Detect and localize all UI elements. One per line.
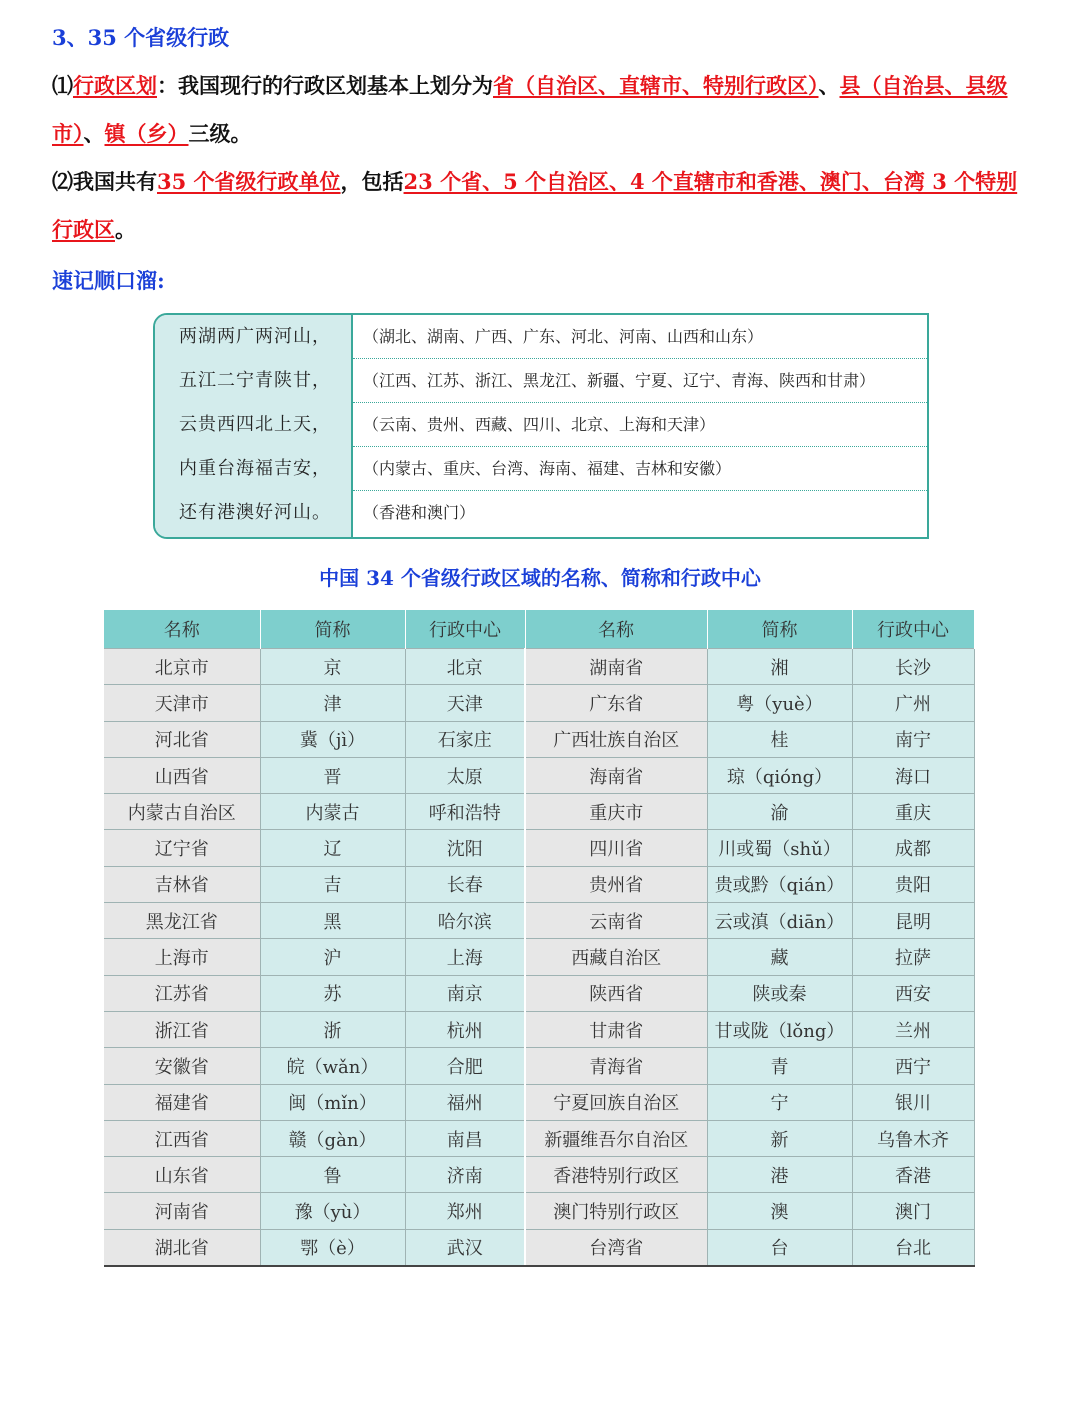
province-abbr: 豫（yù） — [260, 1193, 405, 1229]
province-capital: 天津 — [405, 685, 525, 721]
province-abbr: 澳 — [707, 1193, 852, 1229]
province-abbr: 云或滇（diān） — [707, 903, 852, 939]
province-name: 河北省 — [104, 721, 260, 757]
province-capital: 银川 — [852, 1084, 974, 1120]
province-abbr: 辽 — [260, 830, 405, 866]
province-abbr: 桂 — [707, 721, 852, 757]
province-name: 河南省 — [104, 1193, 260, 1229]
header-abbr: 简称 — [260, 610, 405, 649]
table-row — [104, 866, 974, 902]
province-capital: 贵阳 — [852, 866, 974, 902]
province-abbr: 黑 — [260, 903, 405, 939]
province-name: 澳门特别行政区 — [525, 1193, 707, 1229]
province-capital: 济南 — [405, 1157, 525, 1193]
mnemonic-verse: 两湖两广两河山， — [179, 326, 331, 347]
province-capital: 台北 — [852, 1229, 974, 1266]
table-row — [104, 721, 974, 757]
province-capital: 哈尔滨 — [405, 903, 525, 939]
mnemonic-explain: （云南、贵州、西藏、四川、北京、上海和天津） — [353, 403, 927, 447]
province-abbr: 赣（gàn） — [260, 1120, 405, 1156]
count-units: 35 个省级行政单位 — [157, 169, 341, 194]
province-name: 广东省 — [525, 685, 707, 721]
province-name: 广西壮族自治区 — [525, 721, 707, 757]
table-row — [104, 1229, 974, 1266]
table-row — [104, 1048, 974, 1084]
province-name: 辽宁省 — [104, 830, 260, 866]
header-capital: 行政中心 — [852, 610, 974, 649]
para2-text: ，包括 — [340, 169, 404, 194]
header-capital: 行政中心 — [405, 610, 525, 649]
province-abbr: 晋 — [260, 757, 405, 793]
province-capital: 福州 — [405, 1084, 525, 1120]
province-abbr: 鲁 — [260, 1157, 405, 1193]
province-capital: 澳门 — [852, 1193, 974, 1229]
province-abbr: 川或蜀（shǔ） — [707, 830, 852, 866]
province-name: 湖南省 — [525, 649, 707, 685]
province-abbr: 渝 — [707, 794, 852, 830]
province-name: 重庆市 — [525, 794, 707, 830]
table-row — [104, 757, 974, 793]
province-name: 山东省 — [104, 1157, 260, 1193]
province-name: 浙江省 — [104, 1011, 260, 1047]
para1-text: ：我国现行的行政区划基本上划分为 — [157, 73, 493, 98]
province-name: 青海省 — [525, 1048, 707, 1084]
province-capital: 沈阳 — [405, 830, 525, 866]
province-name: 台湾省 — [525, 1229, 707, 1266]
para2-prefix: ⑵我国共有 — [52, 169, 157, 194]
province-capital: 香港 — [852, 1157, 974, 1193]
paragraph-count — [52, 158, 1037, 254]
province-table — [104, 610, 975, 1267]
province-abbr: 皖（wǎn） — [260, 1048, 405, 1084]
province-name: 云南省 — [525, 903, 707, 939]
separator: 、 — [83, 121, 105, 146]
province-capital: 南宁 — [852, 721, 974, 757]
province-name: 黑龙江省 — [104, 903, 260, 939]
province-capital: 北京 — [405, 649, 525, 685]
mnemonic-explain: （香港和澳门） — [363, 503, 476, 522]
table-row — [104, 1193, 974, 1229]
province-name: 安徽省 — [104, 1048, 260, 1084]
mnemonic-explanations — [353, 315, 927, 537]
table-row — [104, 794, 974, 830]
province-abbr: 苏 — [260, 975, 405, 1011]
mnemonic-explain: （湖北、湖南、广西、广东、河北、河南、山西和山东） — [353, 315, 927, 359]
province-name: 新疆维吾尔自治区 — [525, 1120, 707, 1156]
section-heading: 3、35 个省级行政 — [52, 25, 230, 50]
table-title: 中国 34 个省级行政区域的名称、简称和行政中心 — [319, 566, 761, 590]
table-row — [104, 1011, 974, 1047]
level-town: 镇（乡） — [104, 121, 189, 146]
province-name: 天津市 — [104, 685, 260, 721]
province-name: 甘肃省 — [525, 1011, 707, 1047]
province-abbr: 冀（jì） — [260, 721, 405, 757]
province-abbr: 吉 — [260, 866, 405, 902]
province-capital: 合肥 — [405, 1048, 525, 1084]
province-abbr: 港 — [707, 1157, 852, 1193]
province-abbr: 湘 — [707, 649, 852, 685]
province-name: 上海市 — [104, 939, 260, 975]
province-abbr: 新 — [707, 1120, 852, 1156]
level-province: 省（自治区、直辖市、特别行政区） — [493, 73, 819, 98]
paragraph-divisions — [52, 62, 1037, 158]
province-capital: 石家庄 — [405, 721, 525, 757]
province-abbr: 甘或陇（lǒng） — [707, 1011, 852, 1047]
province-capital: 呼和浩特 — [405, 794, 525, 830]
province-capital: 广州 — [852, 685, 974, 721]
province-abbr: 内蒙古 — [260, 794, 405, 830]
mnemonic-explain: （江西、江苏、浙江、黑龙江、新疆、宁夏、辽宁、青海、陕西和甘肃） — [353, 359, 927, 403]
table-row — [104, 939, 974, 975]
province-abbr: 闽（mǐn） — [260, 1084, 405, 1120]
province-abbr: 京 — [260, 649, 405, 685]
province-capital: 兰州 — [852, 1011, 974, 1047]
province-name: 香港特别行政区 — [525, 1157, 707, 1193]
province-name: 吉林省 — [104, 866, 260, 902]
province-capital: 武汉 — [405, 1229, 525, 1266]
table-row — [104, 975, 974, 1011]
table-row — [104, 1157, 974, 1193]
table-row — [104, 1084, 974, 1120]
province-capital: 长沙 — [852, 649, 974, 685]
province-capital: 成都 — [852, 830, 974, 866]
mnemonic-verse: 云贵西四北上天， — [179, 414, 331, 435]
province-abbr: 贵或黔（qián） — [707, 866, 852, 902]
province-name: 内蒙古自治区 — [104, 794, 260, 830]
province-abbr: 陕或秦 — [707, 975, 852, 1011]
province-name: 北京市 — [104, 649, 260, 685]
province-capital: 乌鲁木齐 — [852, 1120, 974, 1156]
table-header-row — [104, 610, 974, 649]
province-capital: 西安 — [852, 975, 974, 1011]
province-name: 江西省 — [104, 1120, 260, 1156]
table-row — [104, 1120, 974, 1156]
province-capital: 海口 — [852, 757, 974, 793]
count-breakdown: 23 个省、5 个自治区、4 个直辖市和香港、澳门、台湾 3 个特别行政区 — [52, 169, 1018, 242]
province-name: 四川省 — [525, 830, 707, 866]
para1-end: 三级。 — [188, 121, 252, 146]
province-name: 海南省 — [525, 757, 707, 793]
table-row — [104, 903, 974, 939]
province-capital: 拉萨 — [852, 939, 974, 975]
province-abbr: 藏 — [707, 939, 852, 975]
province-name: 宁夏回族自治区 — [525, 1084, 707, 1120]
province-abbr: 沪 — [260, 939, 405, 975]
province-capital: 西宁 — [852, 1048, 974, 1084]
mnemonic-explain: （内蒙古、重庆、台湾、海南、福建、吉林和安徽） — [353, 447, 927, 491]
table-row — [104, 685, 974, 721]
province-abbr: 台 — [707, 1229, 852, 1266]
province-capital: 郑州 — [405, 1193, 525, 1229]
province-capital: 昆明 — [852, 903, 974, 939]
province-abbr: 鄂（è） — [260, 1229, 405, 1266]
mnemonic-verses — [155, 315, 353, 537]
mnemonic-verse: 内重台海福吉安， — [179, 458, 331, 479]
para1-prefix: ⑴ — [52, 73, 73, 98]
province-abbr: 琼（qióng） — [707, 757, 852, 793]
mnemonic-heading: 速记顺口溜: — [52, 268, 165, 293]
term-admin-division: 行政区划 — [73, 73, 157, 98]
province-abbr: 粤（yuè） — [707, 685, 852, 721]
province-capital: 太原 — [405, 757, 525, 793]
header-abbr: 简称 — [707, 610, 852, 649]
province-abbr: 浙 — [260, 1011, 405, 1047]
province-name: 贵州省 — [525, 866, 707, 902]
province-name: 西藏自治区 — [525, 939, 707, 975]
header-name: 名称 — [104, 610, 260, 649]
province-capital: 南昌 — [405, 1120, 525, 1156]
separator: 、 — [818, 73, 840, 98]
province-abbr: 津 — [260, 685, 405, 721]
province-name: 江苏省 — [104, 975, 260, 1011]
province-abbr: 青 — [707, 1048, 852, 1084]
table-row — [104, 649, 974, 685]
province-capital: 杭州 — [405, 1011, 525, 1047]
header-name: 名称 — [525, 610, 707, 649]
province-name: 山西省 — [104, 757, 260, 793]
mnemonic-verse: 还有港澳好河山。 — [179, 502, 331, 523]
province-capital: 长春 — [405, 866, 525, 902]
province-capital: 上海 — [405, 939, 525, 975]
province-name: 湖北省 — [104, 1229, 260, 1266]
province-name: 福建省 — [104, 1084, 260, 1120]
mnemonic-verse: 五江二宁青陕甘， — [179, 370, 331, 391]
province-capital: 南京 — [405, 975, 525, 1011]
province-abbr: 宁 — [707, 1084, 852, 1120]
level-county: 县（自治县、县级市） — [52, 73, 1008, 146]
province-capital: 重庆 — [852, 794, 974, 830]
mnemonic-box — [153, 313, 929, 539]
para2-end: 。 — [115, 217, 136, 242]
table-row — [104, 830, 974, 866]
province-name: 陕西省 — [525, 975, 707, 1011]
